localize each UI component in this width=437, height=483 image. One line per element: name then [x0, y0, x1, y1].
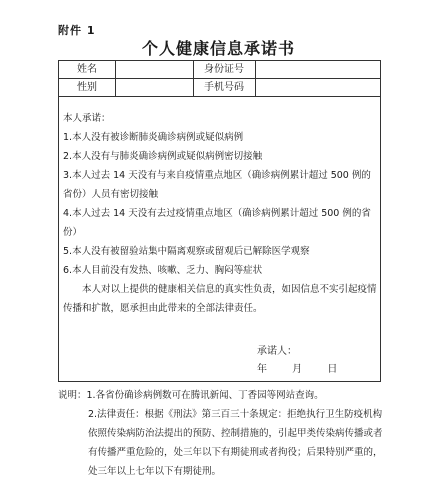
note-item: 说明：1.各省份确诊病例数可在腾讯新闻、丁香园等网站查询。 — [58, 390, 324, 401]
pledge-item: 4.本人过去 14 天没有去过疫情重点地区（确诊病例累计超过 500 例的省份） — [63, 208, 371, 238]
gender-label: 性别 — [77, 82, 97, 93]
page-title: 个人健康信息承诺书 — [141, 39, 295, 58]
id-number-label: 身份证号 — [204, 64, 244, 75]
gender-field[interactable] — [115, 79, 193, 97]
attachment-label: 附件 1 — [58, 24, 96, 37]
pledge-item: 1.本人没有被诊断肺炎确诊病例或疑似病例 — [63, 132, 244, 143]
phone-field[interactable] — [255, 79, 380, 97]
pledge-intro: 本人承诺： — [63, 113, 111, 124]
name-label: 姓名 — [77, 64, 97, 75]
pledge-item: 2.本人没有与肺炎确诊病例或疑似病例密切接触 — [63, 151, 263, 162]
name-field[interactable] — [115, 61, 193, 79]
date-label: 年 月 日 — [257, 364, 338, 375]
signer-label: 承诺人： — [257, 346, 297, 357]
note-item: 2.法律责任：根据《刑法》第三百三十条规定：拒绝执行卫生防疫机构依照传染病防治法提出的预防、控制措施的，引起甲类传染病传播或者有传播严重危险的，处三年以下有期徒刑或者拘役；后果特别严重的，处三年以上七年以下有期徒刑。 — [88, 409, 383, 477]
pledge-form-table — [58, 60, 381, 382]
id-number-field[interactable] — [255, 61, 380, 79]
pledge-content — [63, 109, 378, 318]
phone-label: 手机号码 — [204, 82, 244, 93]
pledge-item: 6.本人目前没有发热、咳嗽、乏力、胸闷等症状 — [63, 265, 263, 276]
notes-section — [58, 386, 388, 481]
pledge-item: 5.本人没有被留验站集中隔离观察或留观后已解除医学观察 — [63, 246, 310, 257]
pledge-statement: 本人对以上提供的健康相关信息的真实性负责，如因信息不实引起疫情传播和扩散，愿承担由此带来的全部法律责任。 — [63, 284, 377, 314]
pledge-item: 3.本人过去 14 天没有与来自疫情重点地区（确诊病例累计超过 500 例的省份）人员有密切接触 — [63, 170, 371, 200]
